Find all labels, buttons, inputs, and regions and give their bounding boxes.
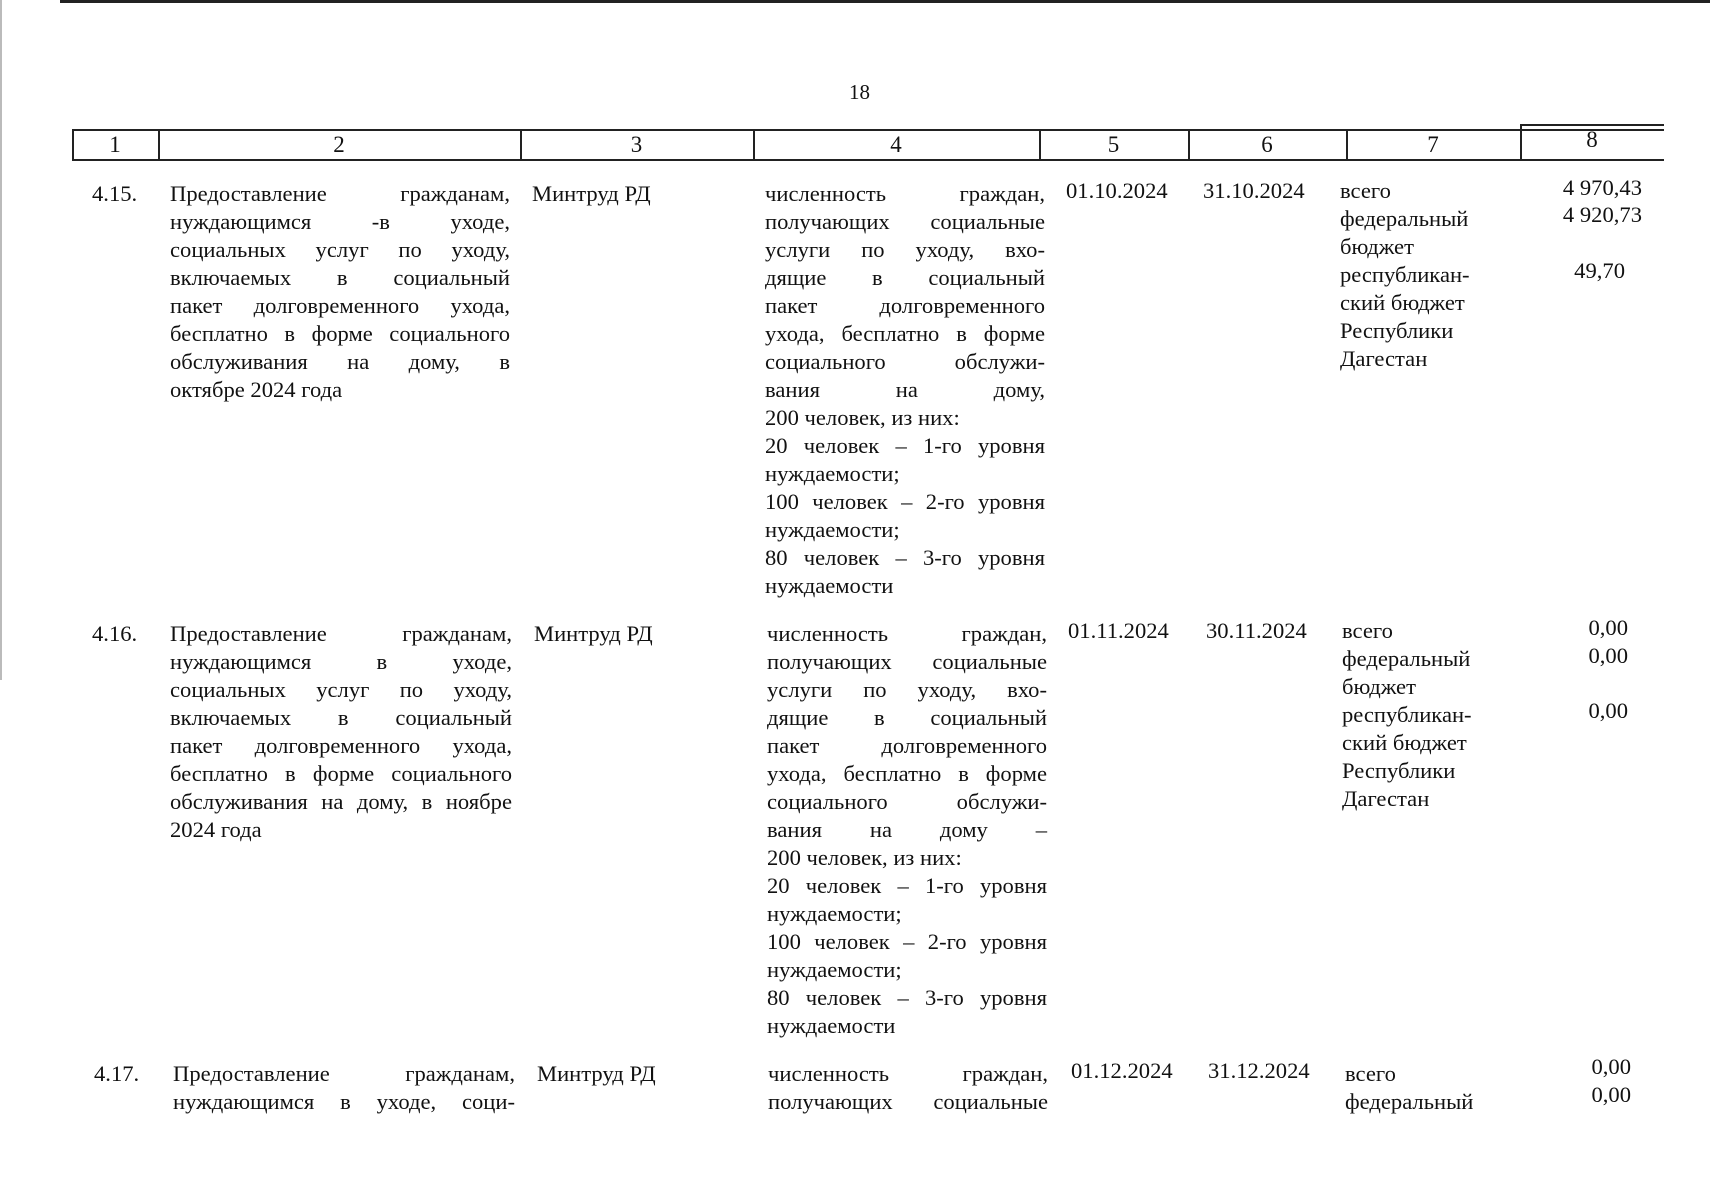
text-line: Республики bbox=[1342, 758, 1456, 783]
text-line: Предоставление гражданам, bbox=[170, 181, 510, 206]
amount-total: 0,00 bbox=[1591, 1054, 1631, 1079]
column-number-2: 2 bbox=[333, 132, 345, 157]
text-line: октябре 2024 года bbox=[170, 377, 343, 402]
start-date: 01.11.2024 bbox=[1068, 618, 1169, 643]
end-date: 31.12.2024 bbox=[1208, 1058, 1310, 1083]
text-line: пакет долговременного bbox=[765, 293, 1045, 318]
column-number-8: 8 bbox=[1586, 127, 1598, 152]
text-line: Предоставление гражданам, bbox=[170, 621, 512, 646]
text-line: социального обслужи- bbox=[765, 349, 1045, 374]
text-line: ский бюджет bbox=[1342, 730, 1467, 755]
text-line: федеральный bbox=[1340, 206, 1469, 231]
text-line: нуждаемости; bbox=[765, 517, 900, 542]
executor: Минтруд РД bbox=[532, 181, 651, 206]
text-line: ский бюджет bbox=[1340, 290, 1465, 315]
text-line: всего bbox=[1342, 618, 1393, 643]
text-line: обслуживания на дому, в ноябре bbox=[170, 789, 512, 814]
text-line: бесплатно в форме социального bbox=[170, 761, 512, 786]
text-line: Республики bbox=[1340, 318, 1454, 343]
text-line: нуждаемости; bbox=[765, 461, 900, 486]
text-line: нуждаемости bbox=[767, 1013, 896, 1038]
row-number: 4.15. bbox=[92, 181, 138, 206]
text-line: нуждающимся в уходе, соци- bbox=[173, 1089, 515, 1114]
text-line: Предоставление гражданам, bbox=[173, 1061, 515, 1086]
amount-federal: 0,00 bbox=[1588, 643, 1628, 668]
executor: Минтруд РД bbox=[534, 621, 653, 646]
indicator bbox=[767, 620, 1047, 1040]
text-line: 100 человек – 2-го уровня bbox=[767, 929, 1047, 954]
header-bottom-line bbox=[72, 159, 1664, 161]
text-line: получающих социальные bbox=[765, 209, 1045, 234]
text-line: ухода, бесплатно в форме bbox=[767, 761, 1047, 786]
text-line: численность граждан, bbox=[768, 1061, 1048, 1086]
measure-name bbox=[173, 1060, 515, 1116]
measure-name bbox=[170, 620, 512, 844]
funding-source bbox=[1340, 177, 1510, 373]
page-number: 18 bbox=[849, 80, 870, 104]
text-line: Дагестан bbox=[1342, 786, 1430, 811]
column-number-3: 3 bbox=[630, 132, 643, 157]
text-line: социального обслужи- bbox=[767, 789, 1047, 814]
text-line: республикан- bbox=[1340, 262, 1470, 287]
text-line: обслуживания на дому, в bbox=[170, 349, 510, 374]
text-line: дящие в социальный bbox=[767, 705, 1047, 730]
text-line: нуждаемости; bbox=[767, 901, 902, 926]
amount-total: 0,00 bbox=[1588, 615, 1628, 640]
end-date: 31.10.2024 bbox=[1203, 178, 1305, 203]
text-line: включаемых в социальный bbox=[170, 705, 512, 730]
column-number-7: 7 bbox=[1427, 132, 1439, 157]
top-border-line bbox=[60, 0, 1710, 3]
end-date: 30.11.2024 bbox=[1206, 618, 1307, 643]
amount-total: 4 970,43 bbox=[1562, 175, 1642, 200]
text-line: 2024 года bbox=[170, 817, 262, 842]
text-line: включаемых в социальный bbox=[170, 265, 510, 290]
text-line: 80 человек – 3-го уровня bbox=[767, 985, 1047, 1010]
amount-federal: 0,00 bbox=[1591, 1082, 1631, 1107]
text-line: услуги по уходу, вхо- bbox=[765, 237, 1045, 262]
text-line: социальных услуг по уходу, bbox=[170, 237, 510, 262]
column-number-1: 1 bbox=[109, 132, 121, 157]
column-number-4: 4 bbox=[890, 132, 902, 157]
amount-republican: 49,70 bbox=[1574, 258, 1625, 283]
text-line: всего bbox=[1345, 1061, 1396, 1086]
executor: Минтруд РД bbox=[537, 1061, 656, 1086]
start-date: 01.10.2024 bbox=[1066, 178, 1168, 203]
text-line: бесплатно в форме социального bbox=[170, 321, 510, 346]
indicator bbox=[765, 180, 1045, 600]
column-number-5: 5 bbox=[1107, 132, 1120, 157]
text-line: нуждающимся в уходе, bbox=[170, 649, 512, 674]
text-line: социальных услуг по уходу, bbox=[170, 677, 512, 702]
text-line: 200 человек, из них: bbox=[765, 405, 960, 430]
text-line: 20 человек – 1-го уровня bbox=[767, 873, 1047, 898]
text-line: численность граждан, bbox=[765, 181, 1045, 206]
funding-source bbox=[1342, 617, 1512, 813]
row-number: 4.16. bbox=[92, 621, 138, 646]
measure-name bbox=[170, 180, 510, 404]
text-line: нуждающимся -в уходе, bbox=[170, 209, 510, 234]
text-line: пакет долговременного ухода, bbox=[170, 293, 510, 318]
text-line: дящие в социальный bbox=[765, 265, 1045, 290]
text-line: ухода, бесплатно в форме bbox=[765, 321, 1045, 346]
text-line: 80 человек – 3-го уровня bbox=[765, 545, 1045, 570]
text-line: услуги по уходу, вхо- bbox=[767, 677, 1047, 702]
text-line: бюджет bbox=[1340, 234, 1414, 259]
text-line: пакет долговременного ухода, bbox=[170, 733, 512, 758]
text-line: получающих социальные bbox=[768, 1089, 1048, 1114]
text-line: Дагестан bbox=[1340, 346, 1428, 371]
text-line: пакет долговременного bbox=[767, 733, 1047, 758]
text-line: федеральный bbox=[1345, 1089, 1474, 1114]
text-line: получающих социальные bbox=[767, 649, 1047, 674]
amount-republican: 0,00 bbox=[1588, 698, 1628, 723]
text-line: всего bbox=[1340, 178, 1391, 203]
text-line: нуждаемости; bbox=[767, 957, 902, 982]
row-number: 4.17. bbox=[94, 1061, 140, 1086]
text-line: федеральный bbox=[1342, 646, 1471, 671]
amount-federal: 4 920,73 bbox=[1562, 202, 1642, 227]
indicator bbox=[768, 1060, 1048, 1116]
text-line: нуждаемости bbox=[765, 573, 894, 598]
text-line: 100 человек – 2-го уровня bbox=[765, 489, 1045, 514]
text-line: вания на дому, bbox=[765, 377, 1045, 402]
text-line: численность граждан, bbox=[767, 621, 1047, 646]
funding-source bbox=[1345, 1060, 1515, 1116]
text-line: 20 человек – 1-го уровня bbox=[765, 433, 1045, 458]
text-line: республикан- bbox=[1342, 702, 1472, 727]
text-line: вания на дому – bbox=[767, 817, 1047, 842]
text-line: 200 человек, из них: bbox=[767, 845, 962, 870]
text-line: бюджет bbox=[1342, 674, 1416, 699]
start-date: 01.12.2024 bbox=[1071, 1058, 1173, 1083]
column-number-6: 6 bbox=[1261, 132, 1273, 157]
